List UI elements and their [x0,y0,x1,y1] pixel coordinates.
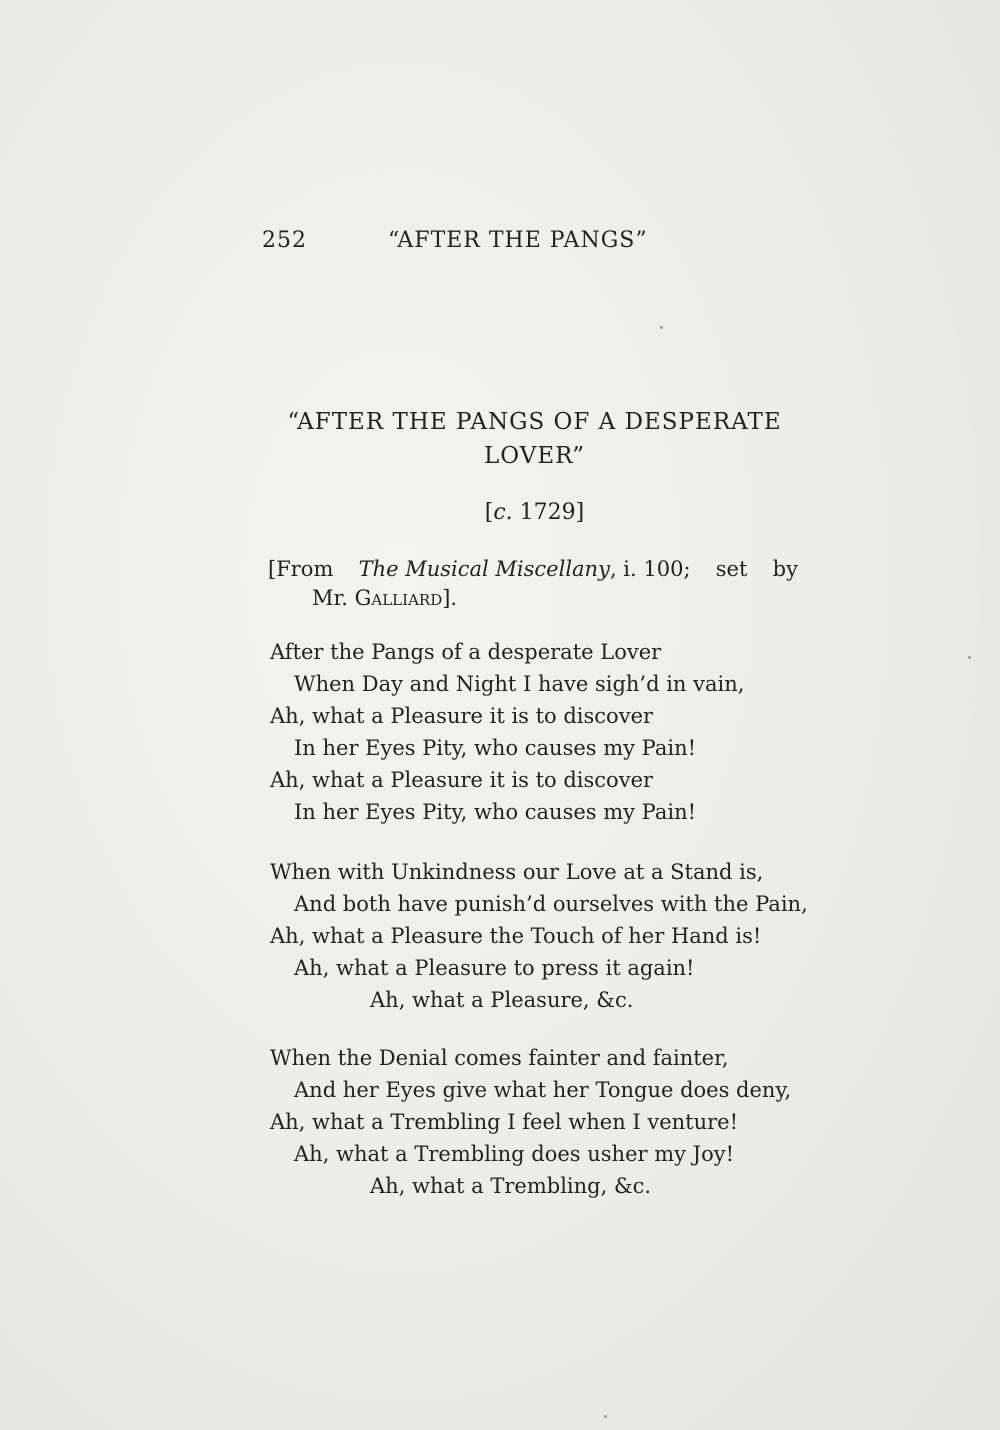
source-set: set [715,557,748,581]
source-composer: Galliard [354,586,443,610]
source-mr: Mr. [312,586,348,610]
verse-line: In her Eyes Pity, who causes my Pain! [294,800,697,824]
page-number: 252 [262,228,307,253]
date-open-bracket: [ [484,500,494,525]
paper-speck [604,1415,607,1418]
stanza-2 [270,856,830,1016]
verse-line: And her Eyes give what her Tongue does deny, [294,1078,792,1102]
source-from: [From [268,557,334,581]
source-by: by [772,557,798,581]
source-note [268,555,798,613]
poem-date [262,500,807,525]
verse-line: Ah, what a Pleasure it is to discover [270,768,654,792]
running-head [262,228,822,260]
running-title: “AFTER THE PANGS” [388,228,648,253]
verse-line: When the Denial comes fainter and fainter, [270,1046,729,1070]
source-end: ]. [442,586,458,610]
paper-speck [660,326,663,329]
source-line-1 [268,555,798,584]
paper-speck [968,656,971,659]
poem-title-line-1: “AFTER THE PANGS OF A DESPERATE [287,409,782,435]
verse-line: Ah, what a Pleasure it is to discover [270,704,654,728]
verse-line: When with Unkindness our Love at a Stand is, [270,860,764,884]
source-line-2 [268,584,798,613]
source-reference: , i. 100; [609,557,691,581]
date-year: 1729] [512,500,585,525]
source-work-title: The Musical Miscellany [358,557,610,581]
verse-line: Ah, what a Pleasure to press it again! [294,956,695,980]
stanza-1 [270,636,830,828]
verse-line: Ah, what a Trembling does usher my Joy! [294,1142,735,1166]
verse-line: When Day and Night I have sigh’d in vain, [294,672,745,696]
verse-line: Ah, what a Trembling I feel when I venture! [270,1110,739,1134]
date-circa: c. [493,500,513,525]
poem-title-line-2: LOVER” [484,443,585,469]
verse-line: And both have punish’d ourselves with the Pain, [294,892,808,916]
verse-line: Ah, what a Pleasure the Touch of her Hand is! [270,924,762,948]
poem-title [262,405,807,473]
verse-line: After the Pangs of a desperate Lover [270,640,662,664]
stanza-3 [270,1042,830,1202]
verse-line: Ah, what a Trembling, &c. [370,1174,652,1198]
verse-line: In her Eyes Pity, who causes my Pain! [294,736,697,760]
verse-line: Ah, what a Pleasure, &c. [370,988,634,1012]
